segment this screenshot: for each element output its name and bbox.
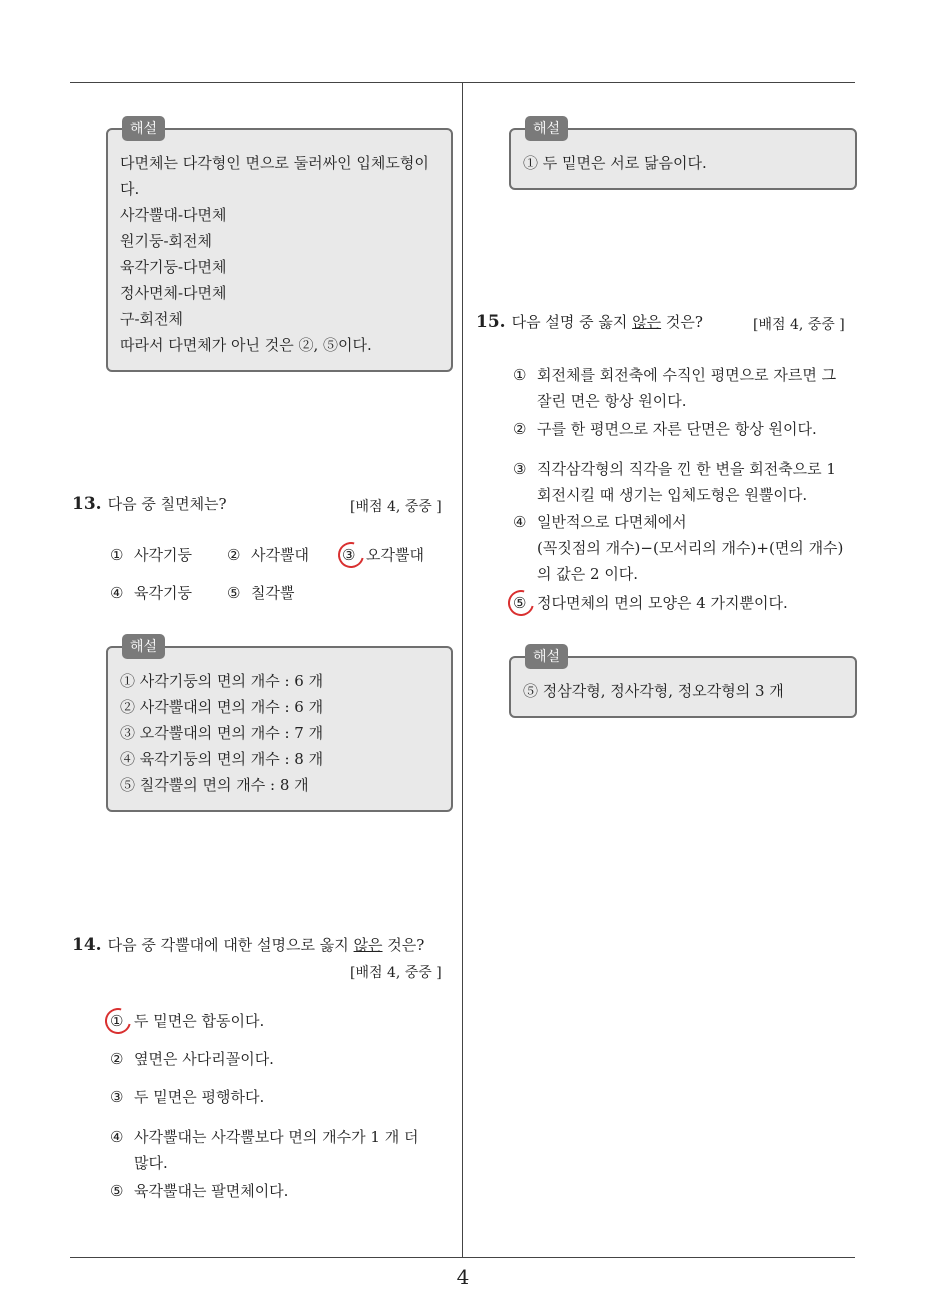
explanation-line: ⑤ 정삼각형, 정사각형, 정오각형의 3 개 — [523, 682, 784, 700]
explanation-line: ④ 육각기둥의 면의 개수 : 8 개 — [120, 750, 324, 768]
q14-option-1[interactable]: ① 두 밑면은 합동이다. — [110, 1012, 265, 1030]
question-emphasis: 않은 — [353, 936, 383, 954]
q13-option-4[interactable]: ④ 육각기둥 — [110, 584, 192, 602]
q13-option-1[interactable]: ① 사각기둥 — [110, 546, 192, 564]
explanation-line: 사각뿔대-다면체 — [120, 206, 227, 224]
explanation-line: ② 사각뿔대의 면의 개수 : 6 개 — [120, 698, 324, 716]
bottom-rule — [70, 1257, 855, 1258]
q13-option-5[interactable]: ⑤ 칠각뿔 — [227, 584, 295, 602]
explanation-line: 따라서 다면체가 아닌 것은 ②, ⑤이다. — [120, 336, 372, 354]
explanation-tag: 해설 — [122, 634, 165, 659]
q15-option-4[interactable]: ④ 일반적으로 다면체에서 (꼭짓점의 개수)−(모서리의 개수)+(면의 개수) 의 값은 2 이다. — [513, 513, 844, 583]
explanation-line: ③ 오각뿔대의 면의 개수 : 7 개 — [120, 724, 324, 742]
explanation-line: ① 두 밑면은 서로 닮음이다. — [523, 154, 707, 172]
question-15-points: [배점 4, 중중 ] — [753, 317, 845, 333]
explanation-line: 정사면체-다면체 — [120, 284, 227, 302]
explanation-box-q14 — [509, 121, 857, 190]
question-text: 것은? — [661, 313, 703, 331]
question-13 — [72, 493, 227, 514]
explanation-line: 다. — [120, 180, 140, 198]
q13-option-2[interactable]: ② 사각뿔대 — [227, 546, 309, 564]
question-emphasis: 않은 — [632, 313, 662, 331]
q15-option-1[interactable]: ① 회전체를 회전축에 수직인 평면으로 자르면 그 잘린 면은 항상 원이다. — [513, 366, 837, 410]
q13-option-3[interactable]: ③ 오각뿔대 — [342, 546, 424, 564]
q15-option-2[interactable]: ② 구를 한 평면으로 자른 단면은 항상 원이다. — [513, 420, 817, 438]
explanation-line: ⑤ 칠각뿔의 면의 개수 : 8 개 — [120, 776, 309, 794]
q14-option-2[interactable]: ② 옆면은 사다리꼴이다. — [110, 1050, 274, 1068]
question-number: 14. — [72, 935, 102, 955]
explanation-line: 다면체는 다각형인 면으로 둘러싸인 입체도형이 — [120, 154, 429, 172]
explanation-tag: 해설 — [525, 644, 568, 669]
page-number: 4 — [456, 1265, 470, 1289]
q15-option-3[interactable]: ③ 직각삼각형의 직각을 낀 한 변을 회전축으로 1 회전시킬 때 생기는 입체도형은 원뿔이다. — [513, 460, 836, 504]
explanation-tag: 해설 — [525, 116, 568, 141]
question-text: 다음 중 각뿔대에 대한 설명으로 옳지 — [107, 936, 354, 954]
question-13-points: [배점 4, 중중 ] — [350, 499, 442, 515]
q14-option-5[interactable]: ⑤ 육각뿔대는 팔면체이다. — [110, 1182, 289, 1200]
question-14-points: [배점 4, 중중 ] — [350, 965, 442, 981]
q14-option-3[interactable]: ③ 두 밑면은 평행하다. — [110, 1088, 265, 1106]
explanation-tag: 해설 — [122, 116, 165, 141]
explanation-line: 구-회전체 — [120, 310, 184, 328]
q15-option-5[interactable]: ⑤ 정다면체의 면의 모양은 4 가지뿐이다. — [513, 594, 788, 612]
explanation-box-q12 — [106, 121, 453, 372]
explanation-line: ① 사각기둥의 면의 개수 : 6 개 — [120, 672, 324, 690]
question-text: 다음 중 칠면체는? — [107, 495, 227, 513]
column-divider — [462, 82, 463, 1257]
question-14 — [72, 934, 424, 955]
explanation-box-q15 — [509, 649, 857, 718]
q14-option-4[interactable]: ④ 사각뿔대는 사각뿔보다 면의 개수가 1 개 더 많다. — [110, 1128, 419, 1172]
question-text: 다음 설명 중 옳지 — [511, 313, 633, 331]
question-number: 15. — [476, 312, 506, 332]
explanation-box-q13 — [106, 639, 453, 812]
explanation-line: 육각기둥-다면체 — [120, 258, 227, 276]
explanation-line: 원기둥-회전체 — [120, 232, 213, 250]
question-text: 것은? — [382, 936, 425, 954]
question-number: 13. — [72, 494, 102, 514]
question-15 — [476, 311, 703, 332]
